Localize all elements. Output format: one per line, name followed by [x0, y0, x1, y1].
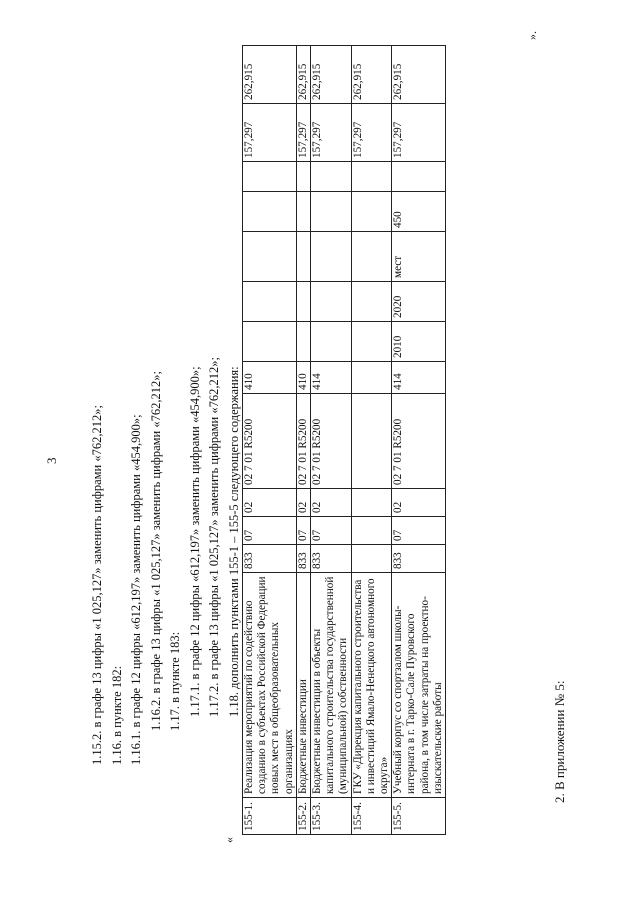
- table-cell: 157,297: [351, 104, 392, 162]
- table-cell: 07: [311, 517, 352, 545]
- table-cell: 833: [243, 545, 297, 573]
- table-cell: 414: [392, 362, 446, 394]
- table-cell: [243, 232, 297, 282]
- table-cell: [296, 322, 310, 362]
- table-cell: 2020: [392, 282, 446, 322]
- page-number: 3: [44, 457, 59, 464]
- table-cell: 02 7 01 R5200: [392, 394, 446, 489]
- table-cell: 833: [392, 545, 446, 573]
- amendment-line: 1.16.2. в графе 13 цифры «1 025,127» заменить цифрами «762,212»;: [148, 371, 163, 731]
- table-cell: [296, 192, 310, 232]
- table-cell: [351, 394, 392, 489]
- table-cell: 157,297: [243, 104, 297, 162]
- table-cell: 833: [296, 545, 310, 573]
- table-cell: [243, 322, 297, 362]
- table-cell: [351, 545, 392, 573]
- table-cell: [296, 232, 310, 282]
- table-cell: 155-2.: [296, 798, 310, 835]
- table-cell: 262,915: [243, 46, 297, 104]
- table-cell: [351, 282, 392, 322]
- amendment-line: 1.17.1. в графе 12 цифры «612,197» заменить цифрами «454,900»;: [187, 366, 202, 717]
- table-cell: 262,915: [296, 46, 310, 104]
- appendix-heading: 2. В приложении № 5:: [552, 680, 567, 803]
- table-cell: 262,915: [392, 46, 446, 104]
- table-cell: 410: [296, 362, 310, 394]
- table-cell: Реализация мероприятий по содействию созданию в субъектах Российской Федерации новых мест в общеобразовательных организациях: [243, 573, 297, 798]
- table-cell: 157,297: [392, 104, 446, 162]
- table-cell: [243, 192, 297, 232]
- table-row: [243, 46, 297, 835]
- table-cell: 02: [311, 489, 352, 517]
- table-cell: 02 7 01 R5200: [311, 394, 352, 489]
- table-cell: [351, 322, 392, 362]
- amendment-list: [88, 125, 244, 765]
- amendment-line: 1.16. в пункте 182:: [109, 665, 124, 765]
- table-cell: 155-5.: [392, 798, 446, 835]
- amendment-line: 1.18. дополнить пунктами 155-1 – 155-5 следующего содержания:: [226, 366, 241, 717]
- table-cell: 262,915: [311, 46, 352, 104]
- table-cell: 02 7 01 R5200: [243, 394, 297, 489]
- table-row: [311, 46, 352, 835]
- table-cell: 450: [392, 192, 446, 232]
- table-cell: 02: [296, 489, 310, 517]
- amendment-line: 1.17. в пункте 183:: [168, 631, 182, 731]
- table-cell: мест: [392, 232, 446, 282]
- amendment-line: 1.17.2. в графе 13 цифры «1 025,127» заменить цифрами «762,212»;: [207, 357, 221, 717]
- table-cell: [351, 517, 392, 545]
- amendment-line: 1.16.1. в графе 12 цифры «612,197» заменить цифрами «454,900»;: [129, 414, 143, 765]
- table-cell: Учебный корпус со спортзалом школы-интерната в г. Тарко-Сале Пуровского района, в том числе затраты на проектно-изыскательские работы: [392, 573, 446, 798]
- table-cell: 833: [311, 545, 352, 573]
- table-row: [392, 46, 446, 835]
- table-cell: [296, 162, 310, 192]
- table-cell: 07: [392, 517, 446, 545]
- table-cell: 155-3.: [311, 798, 352, 835]
- table-cell: [351, 192, 392, 232]
- opening-quote: «: [222, 837, 236, 843]
- table-cell: [311, 192, 352, 232]
- table-cell: [243, 282, 297, 322]
- table-row: [351, 46, 392, 835]
- closing-quote: ».: [525, 31, 539, 40]
- table-cell: 02: [243, 489, 297, 517]
- table-cell: [351, 162, 392, 192]
- table-cell: [311, 232, 352, 282]
- table-cell: [351, 232, 392, 282]
- table-cell: [311, 282, 352, 322]
- table-cell: Бюджетные инвестиции: [296, 573, 310, 798]
- table-cell: [311, 322, 352, 362]
- table-cell: 07: [243, 517, 297, 545]
- table-cell: [243, 162, 297, 192]
- table-row: [296, 46, 310, 835]
- table-cell: 157,297: [311, 104, 352, 162]
- table-cell: 155-1.: [243, 798, 297, 835]
- table-cell: [311, 162, 352, 192]
- table-cell: 262,915: [351, 46, 392, 104]
- amendment-line: 1.15.2. в графе 13 цифры «1 025,127» заменить цифрами «762,212»;: [90, 405, 104, 765]
- table-cell: 2010: [392, 322, 446, 362]
- table-cell: 02 7 01 R5200: [296, 394, 310, 489]
- table-cell: [296, 282, 310, 322]
- table-cell: 414: [311, 362, 352, 394]
- table-cell: [392, 162, 446, 192]
- table-cell: [351, 489, 392, 517]
- budget-table: [242, 45, 446, 835]
- table-cell: 157,297: [296, 104, 310, 162]
- table-cell: 155-4.: [351, 798, 392, 835]
- table-cell: 410: [243, 362, 297, 394]
- table-cell: Бюджетные инвестиции в объекты капитального строительства государственной (муниципальной) собственности: [311, 573, 352, 798]
- table-cell: ГКУ «Дирекция капитального строительства и инвестиций Ямало-Ненецкого автономного округа»: [351, 573, 392, 798]
- table-cell: 07: [296, 517, 310, 545]
- table-cell: 02: [392, 489, 446, 517]
- table-cell: [351, 362, 392, 394]
